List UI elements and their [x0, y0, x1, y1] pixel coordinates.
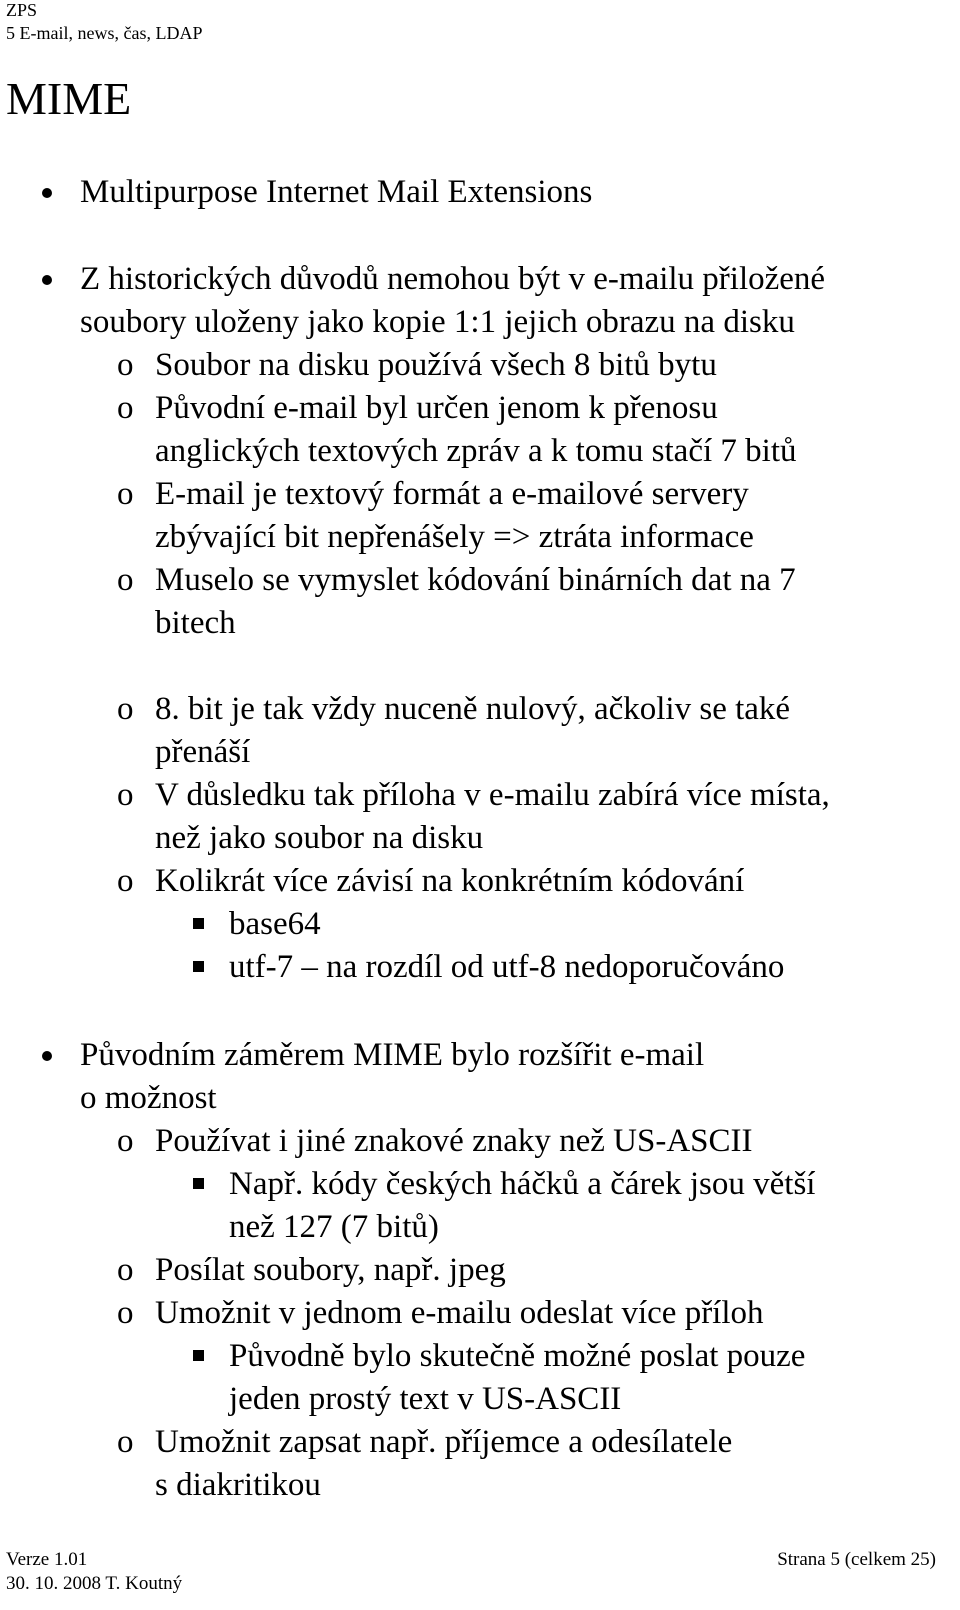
bullet-1-text: Multipurpose Internet Mail Extensions	[80, 174, 593, 210]
circle-bullet-icon: o	[117, 347, 134, 383]
sub-sub-bullet-text: než 127 (7 bitů)	[229, 1209, 439, 1245]
bullet-3-line-2: o možnost	[80, 1080, 217, 1116]
page-title: MIME	[6, 73, 132, 124]
header-course: ZPS	[6, 0, 38, 20]
sub-sub-bullet-text: utf-7 – na rozdíl od utf-8 nedoporučováno	[229, 949, 785, 985]
sub-bullet-text: bitech	[155, 605, 236, 641]
sub-sub-bullet-text: base64	[229, 906, 321, 942]
footer-date-author: 30. 10. 2008 T. Koutný	[6, 1573, 183, 1594]
circle-bullet-icon: o	[117, 777, 134, 813]
square-bullet-icon	[193, 961, 204, 972]
sub-bullet-text: Posílat soubory, např. jpeg	[155, 1252, 506, 1288]
square-bullet-icon	[193, 1350, 204, 1361]
square-bullet-icon	[193, 918, 204, 929]
bullet-2-line-1: Z historických důvodů nemohou být v e-mailu přiložené	[80, 261, 826, 297]
sub-sub-bullet-text: jeden prostý text v US-ASCII	[229, 1381, 622, 1417]
bullet-3-line-1: Původním záměrem MIME bylo rozšířit e-mail	[80, 1037, 705, 1073]
sub-bullet-text: Muselo se vymyslet kódování binárních dat na 7	[155, 562, 796, 598]
circle-bullet-icon: o	[117, 1123, 134, 1159]
circle-bullet-icon: o	[117, 476, 134, 512]
sub-bullet-text: než jako soubor na disku	[155, 820, 484, 856]
bullet-2-line-2: soubory uloženy jako kopie 1:1 jejich obrazu na disku	[80, 304, 795, 340]
circle-bullet-icon: o	[117, 1424, 134, 1460]
sub-bullet-text: Původní e-mail byl určen jenom k přenosu	[155, 390, 718, 426]
sub-bullet-text: zbývající bit nepřenášely => ztráta informace	[155, 519, 754, 555]
circle-bullet-icon: o	[117, 1252, 134, 1288]
square-bullet-icon	[193, 1178, 204, 1189]
sub-bullet-text: E-mail je textový formát a e-mailové servery	[155, 476, 749, 512]
footer-version: Verze 1.01	[6, 1549, 88, 1570]
circle-bullet-icon: o	[117, 390, 134, 426]
header-chapter: 5 E-mail, news, čas, LDAP	[6, 23, 203, 43]
bullet-dot-icon	[42, 275, 52, 285]
bullet-dot-icon	[42, 188, 52, 198]
sub-bullet-text: Kolikrát více závisí na konkrétním kódování	[155, 863, 745, 899]
sub-bullet-text: 8. bit je tak vždy nuceně nulový, ačkoliv se také	[155, 691, 791, 727]
bullet-dot-icon	[42, 1051, 52, 1061]
circle-bullet-icon: o	[117, 562, 134, 598]
circle-bullet-icon: o	[117, 1295, 134, 1331]
sub-bullet-text: V důsledku tak příloha v e-mailu zabírá více místa,	[155, 777, 830, 813]
sub-bullet-text: přenáší	[155, 734, 251, 770]
circle-bullet-icon: o	[117, 691, 134, 727]
sub-sub-bullet-text: Původně bylo skutečně možné poslat pouze	[229, 1338, 806, 1374]
sub-bullet-text: anglických textových zpráv a k tomu stačí 7 bitů	[155, 433, 797, 469]
sub-bullet-text: Používat i jiné znakové znaky než US-ASCII	[155, 1123, 753, 1159]
circle-bullet-icon: o	[117, 863, 134, 899]
sub-bullet-text: s diakritikou	[155, 1467, 321, 1503]
sub-bullet-text: Umožnit v jednom e-mailu odeslat více příloh	[155, 1295, 764, 1331]
sub-sub-bullet-text: Např. kódy českých háčků a čárek jsou větší	[229, 1166, 816, 1202]
sub-bullet-text: Umožnit zapsat např. příjemce a odesílatele	[155, 1424, 733, 1460]
footer-page-number: Strana 5 (celkem 25)	[777, 1549, 936, 1570]
sub-bullet-text: Soubor na disku používá všech 8 bitů bytu	[155, 347, 717, 383]
